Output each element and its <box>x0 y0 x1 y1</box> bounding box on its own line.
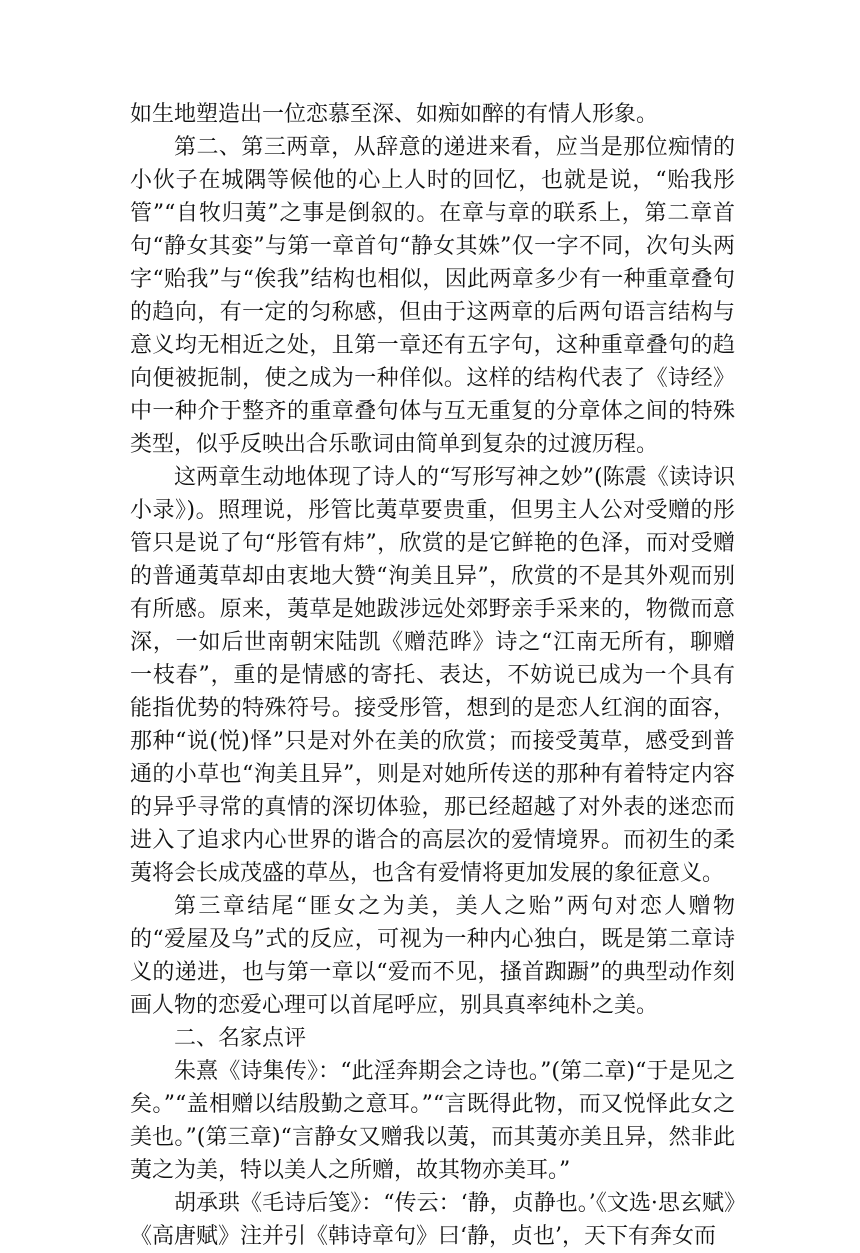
paragraph-hu-chenggong-quote: 胡承珙《毛诗后笺》：“传云：‘静，贞静也。’《文选·思玄赋》《高唐赋》注并引《韩诗章句》曰‘静，贞也’，天下有奔女而 <box>130 1191 735 1249</box>
paragraph-zhu-xi-quote: 朱熹《诗集传》：“此淫奔期会之诗也。”(第二章)“于是见之矣。”“盖相赠以结殷勤之意耳。”“言既得此物，而又悦怿此女之美也。”(第三章)“言静女又赠我以荑，而其荑亦美且异，然非此荑之为美，特以美人之所赠，故其物亦美耳。” <box>130 1059 735 1183</box>
paragraph-imagery-analysis: 这两章生动地体现了诗人的“写形写神之妙”(陈震《读诗识小录》)。照理说，彤管比荑草要贵重，但男主人公对受赠的彤管只是说了句“彤管有炜”，欣赏的是它鲜艳的色泽，而对受赠的普通荑草却由衷地大赞“洵美且异”，欣赏的不是其外观而别有所感。原来，荑草是她跋涉远处郊野亲手采来的，物微而意深，一如后世南朝宋陆凯《赠范晔》诗之“江南无所有，聊赠一枝春”，重的是情感的寄托、表达，不妨说已成为一个具有能指优势的特殊符号。接受彤管，想到的是恋人红润的面容，那种“说(悦)怿”只是对外在美的欣赏；而接受荑草，感受到普通的小草也“洵美且异”，则是对她所传送的那种有着特定内容的异乎寻常的真情的深切体验，那已经超越了对外表的迷恋而进入了追求内心世界的谐合的高层次的爱情境界。而初生的柔荑将会长成茂盛的草丛，也含有爱情将更加发展的象征意义。 <box>130 465 735 886</box>
section-heading-commentary: 二、名家点评 <box>174 1026 307 1051</box>
paragraph-third-chapter: 第三章结尾“匪女之为美，美人之贻”两句对恋人赠物的“爱屋及乌”式的反应，可视为一种内心独白，既是第二章诗义的递进，也与第一章以“爱而不见，搔首踟蹰”的典型动作刻画人物的恋爱心理可以首尾呼应，别具真率纯朴之美。 <box>130 894 735 1018</box>
document-page <box>130 98 735 1253</box>
paragraph-structure-analysis: 第二、第三两章，从辞意的递进来看，应当是那位痴情的小伙子在城隅等候他的心上人时的回忆，也就是说，“贻我彤管”“自牧归荑”之事是倒叙的。在章与章的联系上，第二章首句“静女其娈”与第一章首句“静女其姝”仅一字不同，次句头两字“贻我”与“俟我”结构也相似，因此两章多少有一种重章叠句的趋向，有一定的匀称感，但由于这两章的后两句语言结构与意义均无相近之处，且第一章还有五字句，这种重章叠句的趋向便被扼制，使之成为一种佯似。这样的结构代表了《诗经》中一种介于整齐的重章叠句体与互无重复的分章体之间的特殊类型，似乎反映出合乐歌词由简单到复杂的过渡历程。 <box>130 135 735 457</box>
paragraph-continuation: 如生地塑造出一位恋慕至深、如痴如醉的有情人形象。 <box>130 102 659 127</box>
